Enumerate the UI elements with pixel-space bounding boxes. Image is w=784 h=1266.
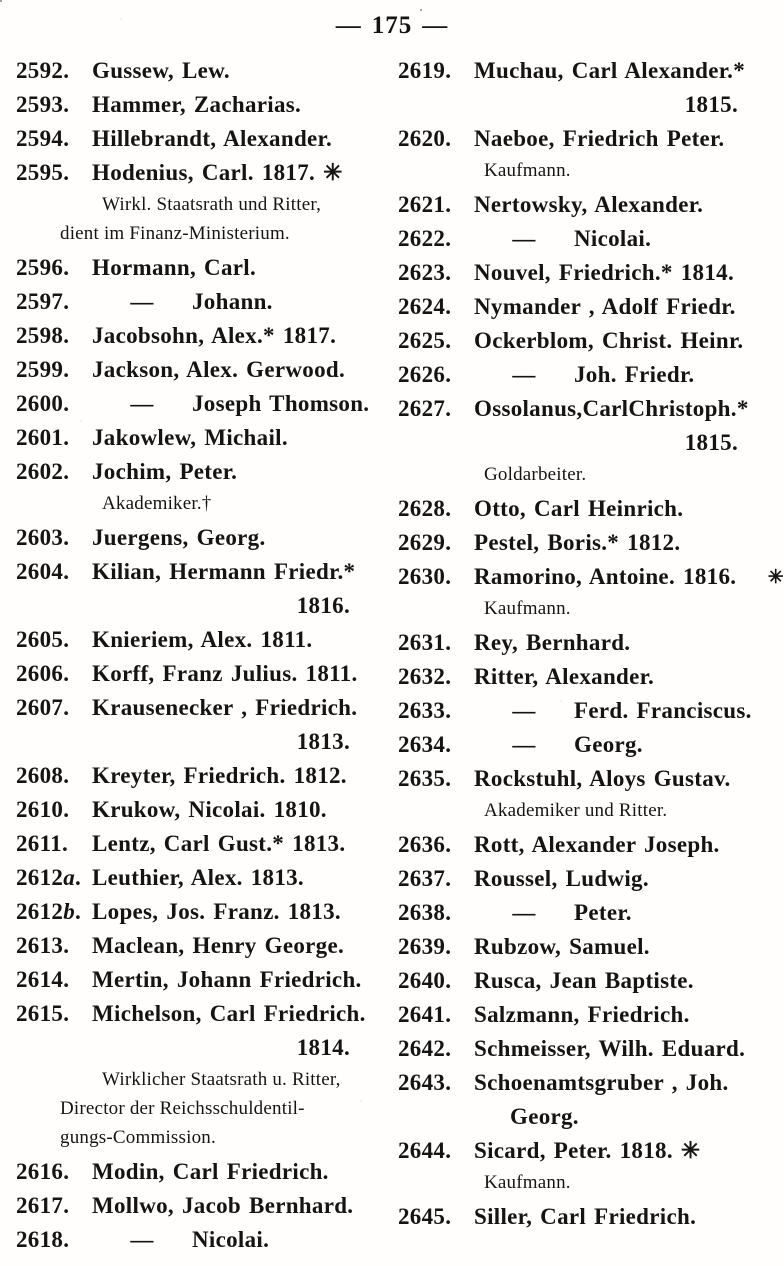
entry-name: Rott, Alexander Joseph. xyxy=(474,832,720,857)
entry-name: Maclean, Henry George. xyxy=(92,933,345,958)
entry-number: 2610. xyxy=(16,797,70,822)
entry xyxy=(398,188,776,222)
entry-number: 2622. xyxy=(398,226,452,251)
entry-number-suffix: a xyxy=(63,865,76,890)
ditto-dash: — xyxy=(512,362,536,387)
entry-name: Nicolai. xyxy=(574,226,652,251)
entry-number: 2608. xyxy=(16,763,70,788)
entry-name: Sicard, Peter. 1818. ✳ xyxy=(474,1138,701,1163)
entry-name: Nymander , Adolf Friedr. xyxy=(474,294,736,319)
entry-note: Kaufmann. xyxy=(484,160,571,181)
ditto-dash: — xyxy=(512,698,536,723)
entry-name: Roussel, Ludwig. xyxy=(474,866,649,891)
entry-note: Wirkl. Staatsrath und Ritter, xyxy=(102,194,322,215)
header-dash-left: — xyxy=(335,12,362,39)
entry xyxy=(398,1200,776,1234)
entry xyxy=(398,828,776,862)
entry-number: 2595. xyxy=(16,160,70,185)
entry-number: 2636. xyxy=(398,832,452,857)
header-dash-right: — xyxy=(422,12,449,39)
entry-number: 2633. xyxy=(398,698,452,723)
entry-number: 2620. xyxy=(398,126,452,151)
entry xyxy=(398,358,776,392)
entry xyxy=(16,387,388,421)
entry-name: Ferd. Franciscus. xyxy=(574,698,752,723)
entry-name: Jacobsohn, Alex.* 1817. xyxy=(92,323,337,348)
star-icon: ✳ xyxy=(767,567,784,588)
entry-number: 2604. xyxy=(16,559,70,584)
entry-number: 2594. xyxy=(16,126,70,151)
entry-name: Leuthier, Alex. 1813. xyxy=(92,865,304,890)
entry-number: 2616. xyxy=(16,1159,70,1184)
entry-name: Hodenius, Carl. 1817. ✳ xyxy=(92,160,343,185)
entry xyxy=(16,1223,388,1257)
entry-number: 2623. xyxy=(398,260,452,285)
entry-number: 2607. xyxy=(16,695,70,720)
entry-number: 2612b. xyxy=(16,899,82,924)
entry xyxy=(16,827,388,861)
entry-number: 2613. xyxy=(16,933,70,958)
entry-name: Mertin, Johann Friedrich. xyxy=(92,967,362,992)
entry-number: 2638. xyxy=(398,900,452,925)
entry-name: Naeboe, Friedrich Peter. xyxy=(474,126,725,151)
entry-number: 2640. xyxy=(398,968,452,993)
entry-number: 2611. xyxy=(16,831,68,856)
entry xyxy=(398,1134,776,1168)
entry-name: Johann. xyxy=(192,289,273,314)
entry-name: Salzmann, Friedrich. xyxy=(474,1002,690,1027)
entry-name: Knieriem, Alex. 1811. xyxy=(92,627,313,652)
entry-number: 2602. xyxy=(16,459,70,484)
entry-note: dient im Finanz-Ministerium. xyxy=(60,223,290,244)
entry-number: 2619. xyxy=(398,58,452,83)
entry-number: 2644. xyxy=(398,1138,452,1163)
entry-number: 2606. xyxy=(16,661,70,686)
page-number: 175 xyxy=(371,12,413,39)
entry-continuation: 1813. xyxy=(296,729,350,754)
entry-name: Nouvel, Friedrich.* 1814. xyxy=(474,260,734,285)
entry-number: 2612a. xyxy=(16,865,82,890)
entry-note: Director der Reichsschuldentil- xyxy=(60,1098,305,1119)
entry xyxy=(398,626,776,660)
entry xyxy=(398,930,776,964)
entry-continuation: 1815. xyxy=(684,430,738,455)
entry-number: 2641. xyxy=(398,1002,452,1027)
entry-continuation: 1815. xyxy=(684,92,738,117)
entry xyxy=(16,251,388,285)
entry-number: 2603. xyxy=(16,525,70,550)
entry-note: Akademiker und Ritter. xyxy=(484,800,668,821)
entry xyxy=(398,896,776,930)
entry xyxy=(398,660,776,694)
entry-name: Joseph Thomson. xyxy=(192,391,370,416)
entry-name: Siller, Carl Friedrich. xyxy=(474,1204,697,1229)
entry-name: Lopes, Jos. Franz. 1813. xyxy=(92,899,341,924)
ditto-dash: — xyxy=(512,732,536,757)
page-header xyxy=(0,12,784,40)
entry-name: Rusca, Jean Baptiste. xyxy=(474,968,694,993)
entry-name: Peter. xyxy=(574,900,632,925)
scan-noise xyxy=(0,0,2,2)
entry xyxy=(16,929,388,963)
entry xyxy=(16,54,388,88)
entry-number: 2639. xyxy=(398,934,452,959)
entry xyxy=(398,122,776,156)
entry-number: 2614. xyxy=(16,967,70,992)
entry xyxy=(398,54,776,88)
entry xyxy=(398,1066,776,1100)
entry xyxy=(16,421,388,455)
entry xyxy=(16,963,388,997)
entry-number: 2630. xyxy=(398,564,452,589)
entry xyxy=(16,657,388,691)
entry-number: 2597. xyxy=(16,289,70,314)
column-left xyxy=(16,54,388,1257)
entry-name: Krausenecker , Friedrich. xyxy=(92,695,358,720)
entry-number: 2643. xyxy=(398,1070,452,1095)
entry-number: 2601. xyxy=(16,425,70,450)
entry xyxy=(398,1032,776,1066)
entry-number: 2621. xyxy=(398,192,452,217)
entry-name: Michelson, Carl Friedrich. xyxy=(92,1001,366,1026)
entry-continuation: Georg. xyxy=(510,1104,579,1129)
entry-name: Jackson, Alex. Gerwood. xyxy=(92,357,346,382)
entry-name: Modin, Carl Friedrich. xyxy=(92,1159,329,1184)
entry-number: 2592. xyxy=(16,58,70,83)
entry-number: 2635. xyxy=(398,766,452,791)
entry xyxy=(398,256,776,290)
entry xyxy=(398,290,776,324)
column-right xyxy=(398,54,784,1234)
entry xyxy=(16,353,388,387)
entry xyxy=(398,560,784,594)
entry-name: Korff, Franz Julius. 1811. xyxy=(92,661,358,686)
entry-name: Joh. Friedr. xyxy=(574,362,695,387)
entry-continuation: 1814. xyxy=(296,1035,350,1060)
entry-number: 2627. xyxy=(398,396,452,421)
ditto-dash: — xyxy=(130,391,154,416)
entry-name: Hormann, Carl. xyxy=(92,255,256,280)
entry xyxy=(16,759,388,793)
entry-number: 2624. xyxy=(398,294,452,319)
entry-number: 2599. xyxy=(16,357,70,382)
ditto-dash: — xyxy=(130,1227,154,1252)
entry xyxy=(16,793,388,827)
entry-name: Lentz, Carl Gust.* 1813. xyxy=(92,831,346,856)
entry-name: Otto, Carl Heinrich. xyxy=(474,496,684,521)
entry xyxy=(398,492,776,526)
entry xyxy=(398,762,776,796)
entry xyxy=(16,455,388,489)
entry-name: Schoenamtsgruber , Joh. xyxy=(474,1070,729,1095)
entry xyxy=(398,392,776,426)
entry xyxy=(16,997,388,1031)
entry-name: Hammer, Zacharias. xyxy=(92,92,302,117)
entry-number: 2631. xyxy=(398,630,452,655)
entry xyxy=(16,285,388,319)
entry-note: Kaufmann. xyxy=(484,1172,571,1193)
entry-name: Gussew, Lew. xyxy=(92,58,230,83)
entry-number: 2596. xyxy=(16,255,70,280)
entry-name: Ockerblom, Christ. Heinr. xyxy=(474,328,744,353)
entry-name: Juergens, Georg. xyxy=(92,525,266,550)
entry-name: Jakowlew, Michail. xyxy=(92,425,288,450)
entry xyxy=(16,691,388,725)
entry xyxy=(16,623,388,657)
entry xyxy=(16,861,388,895)
entry-name: Krukow, Nicolai. 1810. xyxy=(92,797,327,822)
entry-name: Kreyter, Friedrich. 1812. xyxy=(92,763,347,788)
entry-number: 2605. xyxy=(16,627,70,652)
entry-number: 2628. xyxy=(398,496,452,521)
entry-name: Nicolai. xyxy=(192,1227,270,1252)
entry-name: Georg. xyxy=(574,732,643,757)
entry-name: Ossolanus,CarlChristoph.* xyxy=(474,396,749,421)
entry xyxy=(16,1189,388,1223)
entry-number: 2632. xyxy=(398,664,452,689)
entry xyxy=(398,998,776,1032)
entry-name: Schmeisser, Wilh. Eduard. xyxy=(474,1036,746,1061)
entry xyxy=(16,521,388,555)
entry-number: 2645. xyxy=(398,1204,452,1229)
entry xyxy=(398,324,776,358)
entry-name: Rubzow, Samuel. xyxy=(474,934,650,959)
entry-note: Akademiker.† xyxy=(102,493,212,514)
entry xyxy=(398,694,776,728)
entry-name: Rey, Bernhard. xyxy=(474,630,631,655)
entry xyxy=(16,319,388,353)
entry-name: Mollwo, Jacob Bernhard. xyxy=(92,1193,354,1218)
entry-name: Nertowsky, Alexander. xyxy=(474,192,704,217)
entry xyxy=(16,555,388,589)
entry-continuation: 1816. xyxy=(296,593,350,618)
entry-number: 2642. xyxy=(398,1036,452,1061)
entry xyxy=(398,526,776,560)
entry-number: 2634. xyxy=(398,732,452,757)
entry xyxy=(398,222,776,256)
entry-number: 2618. xyxy=(16,1227,70,1252)
ditto-dash: — xyxy=(130,289,154,314)
entry-number: 2637. xyxy=(398,866,452,891)
entry-name: Ramorino, Antoine. 1816. xyxy=(474,564,737,589)
entry-number: 2625. xyxy=(398,328,452,353)
entry-name: Kilian, Hermann Friedr.* xyxy=(92,559,356,584)
entry xyxy=(398,964,776,998)
entry-number: 2626. xyxy=(398,362,452,387)
entry xyxy=(16,156,388,190)
entry-number: 2615. xyxy=(16,1001,70,1026)
entry xyxy=(398,862,776,896)
entry-number: 2617. xyxy=(16,1193,70,1218)
entry-name: Hillebrandt, Alexander. xyxy=(92,126,332,151)
entry-note: gungs-Commission. xyxy=(60,1127,216,1148)
entry-number: 2629. xyxy=(398,530,452,555)
entry xyxy=(16,88,388,122)
entry-number: 2593. xyxy=(16,92,70,117)
entry-note: Goldarbeiter. xyxy=(484,464,587,485)
entry-number: 2598. xyxy=(16,323,70,348)
entry-number: 2600. xyxy=(16,391,70,416)
entry xyxy=(16,895,388,929)
entry-name: Jochim, Peter. xyxy=(92,459,238,484)
entry-name: Muchau, Carl Alexander.* xyxy=(474,58,746,83)
entry-name: Ritter, Alexander. xyxy=(474,664,655,689)
entry-name: Rockstuhl, Aloys Gustav. xyxy=(474,766,731,791)
entry-note: Wirklicher Staatsrath u. Ritter, xyxy=(102,1069,341,1090)
entry xyxy=(398,728,776,762)
entry-name: Pestel, Boris.* 1812. xyxy=(474,530,681,555)
ditto-dash: — xyxy=(512,900,536,925)
entry-number-suffix: b xyxy=(63,899,76,924)
entry xyxy=(16,1155,388,1189)
ditto-dash: — xyxy=(512,226,536,251)
entry-note: Kaufmann. xyxy=(484,598,571,619)
entry xyxy=(16,122,388,156)
